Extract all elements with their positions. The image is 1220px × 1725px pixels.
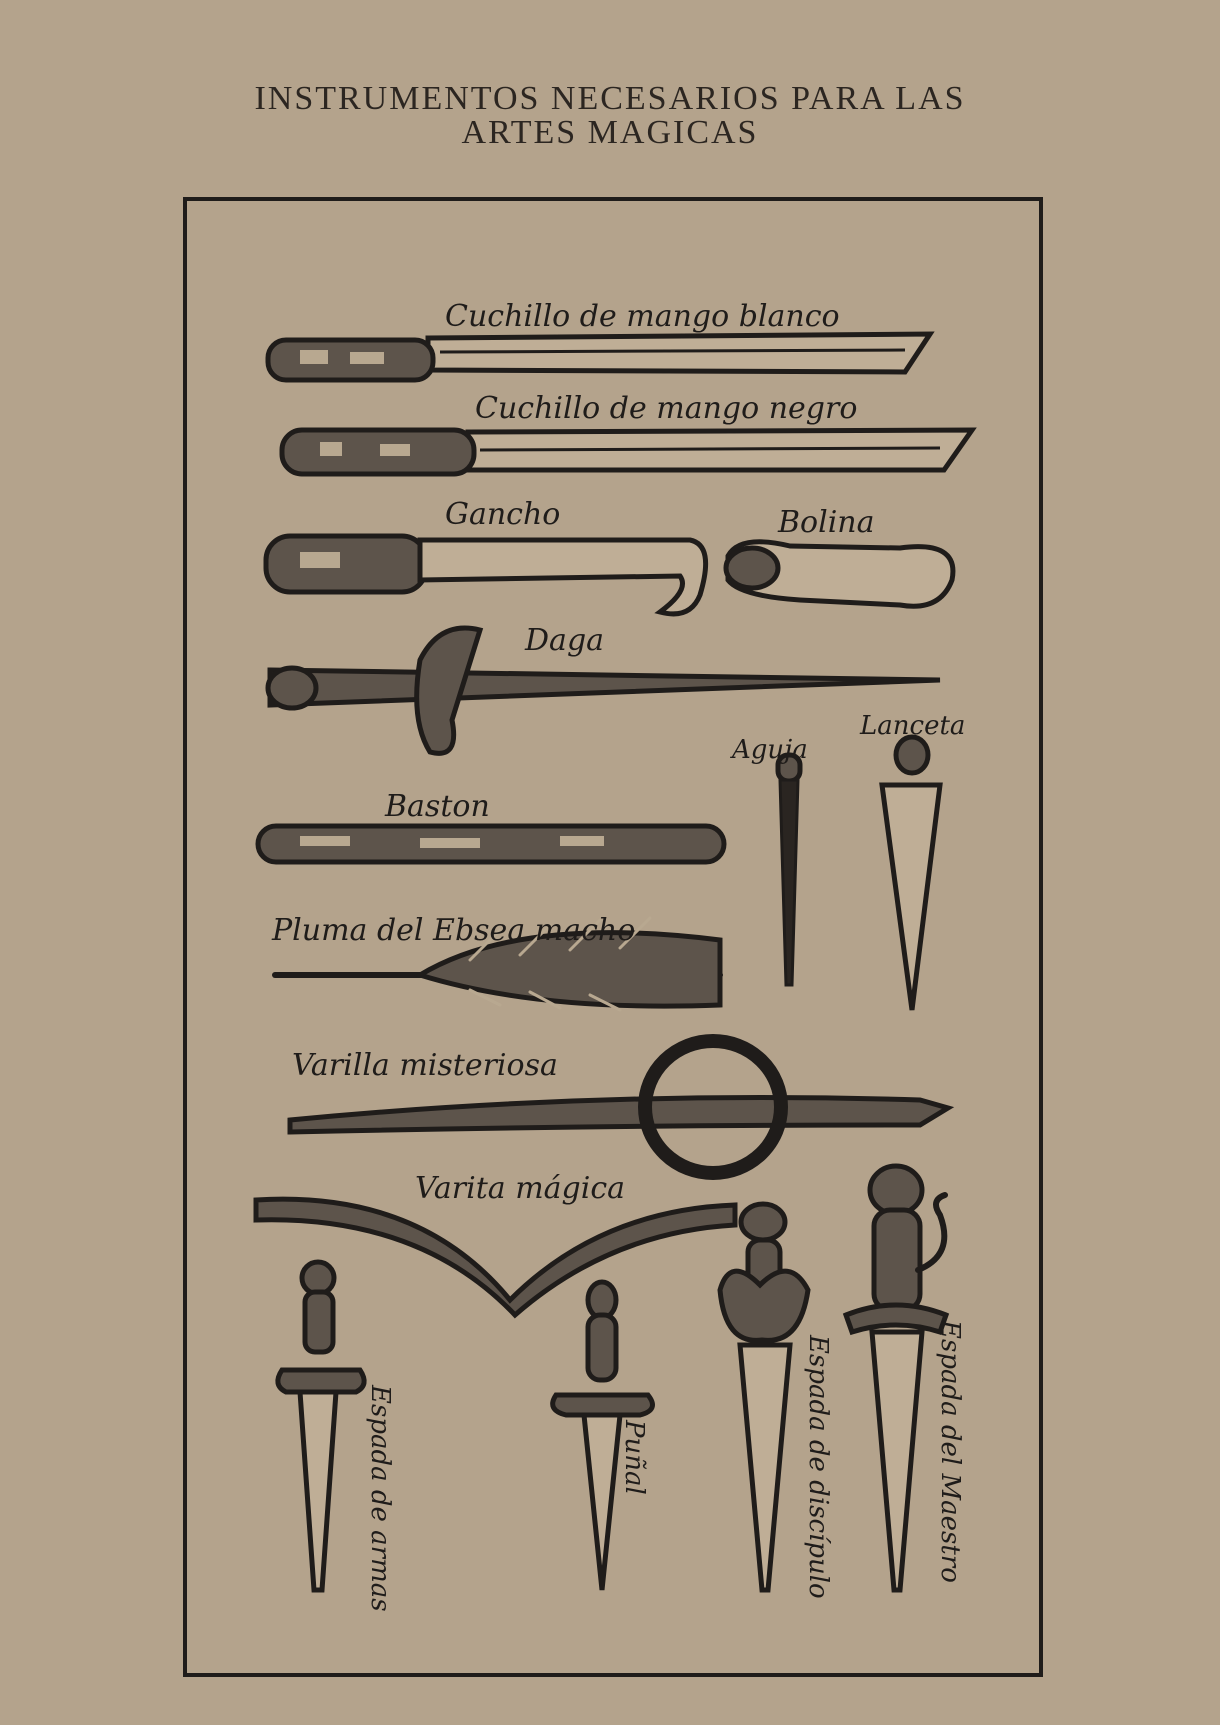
disciple-sword (720, 1204, 808, 1590)
caption-varita: Varita mágica (415, 1171, 626, 1206)
staff (258, 826, 724, 862)
page-title-line-2: ARTES MAGICAS (461, 114, 759, 151)
white-handled-knife (268, 334, 930, 380)
caption-gancho: Gancho (445, 497, 561, 532)
caption-cuchillo-negro: Cuchillo de mango negro (475, 391, 858, 426)
caption-espada-maestro: Espada del Maestro (935, 1320, 965, 1583)
needle (778, 755, 800, 985)
black-handled-knife (282, 430, 972, 474)
caption-lanceta: Lanceta (860, 711, 966, 741)
caption-espada-armas: Espada de armas (365, 1385, 395, 1612)
caption-pluma: Pluma del Ebsea macho (272, 913, 636, 948)
bolina-tool (726, 542, 953, 606)
sword-of-arms (278, 1262, 364, 1590)
hook-tool (266, 536, 706, 614)
caption-punal: Puñal (619, 1420, 649, 1495)
caption-daga: Daga (525, 623, 605, 658)
page-title-line-1: INSTRUMENTOS NECESARIOS PARA LAS (254, 80, 966, 117)
caption-bolina: Bolina (778, 505, 875, 540)
caption-aguja: Aguja (732, 735, 808, 765)
lancet (882, 737, 940, 1010)
caption-varilla: Varilla misteriosa (292, 1048, 558, 1083)
caption-cuchillo-blanco: Cuchillo de mango blanco (445, 299, 840, 334)
caption-espada-discipulo: Espada de discípulo (803, 1335, 833, 1599)
master-sword (846, 1166, 946, 1590)
caption-baston: Baston (385, 789, 490, 824)
